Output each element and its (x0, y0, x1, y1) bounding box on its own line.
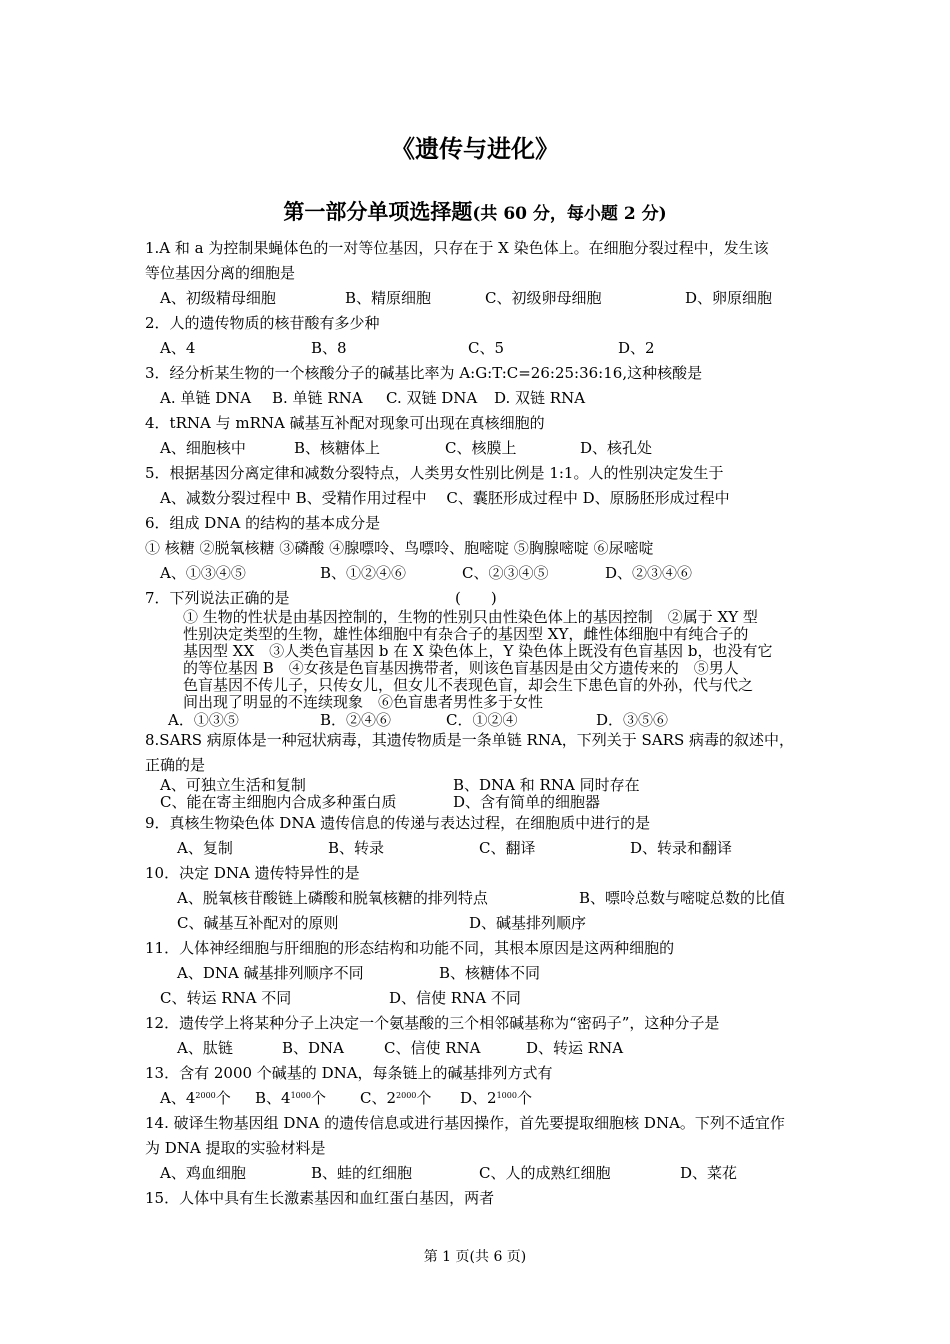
question-6-items: ① 核糖 ②脱氧核糖 ③磷酸 ④腺嘌呤、鸟嘌呤、胞嘧啶 ⑤胸腺嘧啶 ⑥尿嘧啶 (145, 539, 654, 557)
page-footer: 第 1 页(共 6 页) (423, 1249, 527, 1265)
question-13-option-d-exponent: 1000 (496, 1091, 517, 1100)
question-2-option-c: C、5 (468, 339, 505, 357)
question-7-option-b: B．②④⑥ (320, 711, 392, 729)
question-1-line-2: 等位基因分离的细胞是 (145, 264, 296, 282)
section-heading (0, 197, 950, 229)
question-7-statement-line-2: 性别决定类型的生物，雄性体细胞中有杂合子的基因型 XY，雌性体细胞中有纯合子的 (183, 625, 749, 643)
question-6-option-b: B、①②④⑥ (320, 564, 407, 582)
question-9-option-d: D、转录和翻译 (630, 839, 733, 857)
question-7-statement-line-6: 间出现了明显的不连续现象 ⑥色盲患者男性多于女性 (183, 693, 544, 711)
question-3-stem: 3．经分析某生物的一个核酸分子的碱基比率为 A:G:T:C=26:25:36:16,这种核酸是 (145, 364, 703, 382)
question-6-option-c: C、②③④⑤ (462, 564, 549, 582)
question-11-option-d: D、信使 RNA 不同 (389, 989, 521, 1007)
question-12-option-d: D、转运 RNA (526, 1039, 624, 1057)
question-13-option-d (460, 1089, 532, 1107)
question-13-option-c (360, 1089, 431, 1107)
question-13-option-d-base: D、2 (460, 1089, 497, 1107)
question-13-option-a (160, 1089, 231, 1107)
question-13-option-b-exponent: 1000 (290, 1091, 311, 1100)
question-11-option-a: A、DNA 碱基排列顺序不同 (177, 964, 364, 982)
question-7-statement-line-3: 基因型 XX ③人类色盲基因 b 在 X 染色体上，Y 染色体上既没有色盲基因 b，也没有它 (183, 642, 773, 660)
question-7-statement-line-4: 的等位基因 B ④女孩是色盲基因携带者，则该色盲基因是由父方遗传来的 ⑤男人 (183, 659, 739, 677)
question-11-option-c: C、转运 RNA 不同 (160, 989, 292, 1007)
question-13-option-c-exponent: 2000 (396, 1091, 417, 1100)
question-11-option-b: B、核糖体不同 (439, 964, 541, 982)
question-7-stem: 7．下列说法正确的是 (145, 589, 290, 607)
question-6-stem: 6．组成 DNA 的结构的基本成分是 (145, 514, 381, 532)
question-13-option-d-unit: 个 (516, 1089, 532, 1107)
question-13-stem: 13．含有 2000 个碱基的 DNA，每条链上的碱基排列方式有 (145, 1064, 553, 1082)
question-14-option-d: D、菜花 (680, 1164, 738, 1182)
question-9-option-a: A、复制 (177, 839, 233, 857)
question-14-option-a: A、鸡血细胞 (160, 1164, 246, 1182)
question-13-option-c-unit: 个 (416, 1089, 432, 1107)
question-14-option-c: C、人的成熟红细胞 (479, 1164, 611, 1182)
question-2-option-a: A、4 (160, 339, 196, 357)
question-6-option-d: D、②③④⑥ (605, 564, 693, 582)
question-7-answer-paren: ( ) (455, 589, 497, 607)
section-heading-note: (共 60 分，每小题 2 分) (472, 204, 667, 224)
question-4-option-d: D、核孔处 (580, 439, 653, 457)
question-9-option-c: C、翻译 (479, 839, 536, 857)
question-8-option-d: D、含有简单的细胞器 (453, 793, 601, 811)
question-14-line-2: 为 DNA 提取的实验材料是 (145, 1139, 326, 1157)
question-7-option-d: D．③⑤⑥ (596, 711, 669, 729)
question-12-option-b: B、DNA (282, 1039, 345, 1057)
question-10-option-d: D、碱基排列顺序 (469, 914, 587, 932)
question-4-option-c: C、核膜上 (445, 439, 517, 457)
question-13-option-a-base: A、4 (160, 1089, 196, 1107)
question-2-option-d: D、2 (618, 339, 655, 357)
document-title: 《遗传与进化》 (391, 134, 559, 163)
question-12-option-a: A、肽链 (177, 1039, 233, 1057)
question-7-option-a: A．①③⑤ (168, 711, 239, 729)
question-3-option-a: A. 单链 DNA (160, 389, 252, 407)
question-2-stem: 2．人的遗传物质的核苷酸有多少种 (145, 314, 380, 332)
question-1-option-d: D、卵原细胞 (685, 289, 773, 307)
question-10-option-a: A、脱氧核苷酸链上磷酸和脱氧核糖的排列特点 (177, 889, 488, 907)
question-5-options: A、减数分裂过程中 B、受精作用过程中 C、囊胚形成过程中 D、原肠胚形成过程中 (160, 489, 730, 507)
question-10-stem: 10．决定 DNA 遗传特异性的是 (145, 864, 360, 882)
question-6-option-a: A、①③④⑤ (160, 564, 246, 582)
question-15-stem: 15．人体中具有生长激素基因和血红蛋白基因，两者 (145, 1189, 495, 1207)
question-13-option-a-unit: 个 (215, 1089, 231, 1107)
question-13-option-b (255, 1089, 326, 1107)
question-8-line-1: 8.SARS 病原体是一种冠状病毒，其遗传物质是一条单链 RNA，下列关于 SARS 病毒的叙述中， (145, 731, 794, 749)
question-10-option-b: B、嘌呤总数与嘧啶总数的比值 (579, 889, 786, 907)
question-5-stem: 5．根据基因分离定律和减数分裂特点，人类男女性别比例是 1:1。人的性别决定发生于 (145, 464, 724, 482)
question-13-option-b-base: B、4 (255, 1089, 291, 1107)
section-heading-text: 第一部分单项选择题 (283, 199, 473, 224)
question-4-stem: 4．tRNA 与 mRNA 碱基互补配对现象可出现在真核细胞的 (145, 414, 545, 432)
question-12-stem: 12．遗传学上将某种分子上决定一个氨基酸的三个相邻碱基称为“密码子”，这种分子是 (145, 1014, 720, 1032)
question-3-option-c: C. 双链 DNA (386, 389, 478, 407)
question-7-option-c: C．①②④ (446, 711, 518, 729)
question-1-option-a: A、初级精母细胞 (160, 289, 276, 307)
question-10-option-c: C、碱基互补配对的原则 (177, 914, 339, 932)
question-3-option-d: D. 双链 RNA (494, 389, 586, 407)
question-4-option-a: A、细胞核中 (160, 439, 246, 457)
question-8-option-b: B、DNA 和 RNA 同时存在 (453, 776, 640, 794)
question-2-option-b: B、8 (311, 339, 347, 357)
question-4-option-b: B、核糖体上 (294, 439, 381, 457)
question-1-option-b: B、精原细胞 (345, 289, 432, 307)
question-8-option-c: C、能在寄主细胞内合成多种蛋白质 (160, 793, 397, 811)
question-12-option-c: C、信使 RNA (384, 1039, 481, 1057)
question-11-stem: 11．人体神经细胞与肝细胞的形态结构和功能不同，其根本原因是这两种细胞的 (145, 939, 675, 957)
question-8-line-2: 正确的是 (145, 756, 206, 774)
question-8-option-a: A、可独立生活和复制 (160, 776, 306, 794)
question-3-option-b: B. 单链 RNA (272, 389, 363, 407)
question-9-option-b: B、转录 (328, 839, 385, 857)
question-14-line-1: 14. 破译生物基因组 DNA 的遗传信息或进行基因操作，首先要提取细胞核 DNA。下列不适宜作 (145, 1114, 785, 1132)
question-7-statement-line-1: ① 生物的性状是由基因控制的，生物的性别只由性染色体上的基因控制 ②属于 XY 型 (183, 608, 758, 626)
question-7-statement-line-5: 色盲基因不传儿子，只传女儿，但女儿不表现色盲，却会生下患色盲的外孙，代与代之 (183, 676, 754, 694)
question-13-option-a-exponent: 2000 (195, 1091, 216, 1100)
question-13-option-b-unit: 个 (310, 1089, 326, 1107)
question-1-line-1: 1.A 和 a 为控制果蝇体色的一对等位基因，只存在于 X 染色体上。在细胞分裂过程中，发生该 (145, 239, 769, 257)
question-13-option-c-base: C、2 (360, 1089, 397, 1107)
question-9-stem: 9．真核生物染色体 DNA 遗传信息的传递与表达过程，在细胞质中进行的是 (145, 814, 651, 832)
question-1-option-c: C、初级卵母细胞 (485, 289, 602, 307)
question-14-option-b: B、蛙的红细胞 (311, 1164, 413, 1182)
